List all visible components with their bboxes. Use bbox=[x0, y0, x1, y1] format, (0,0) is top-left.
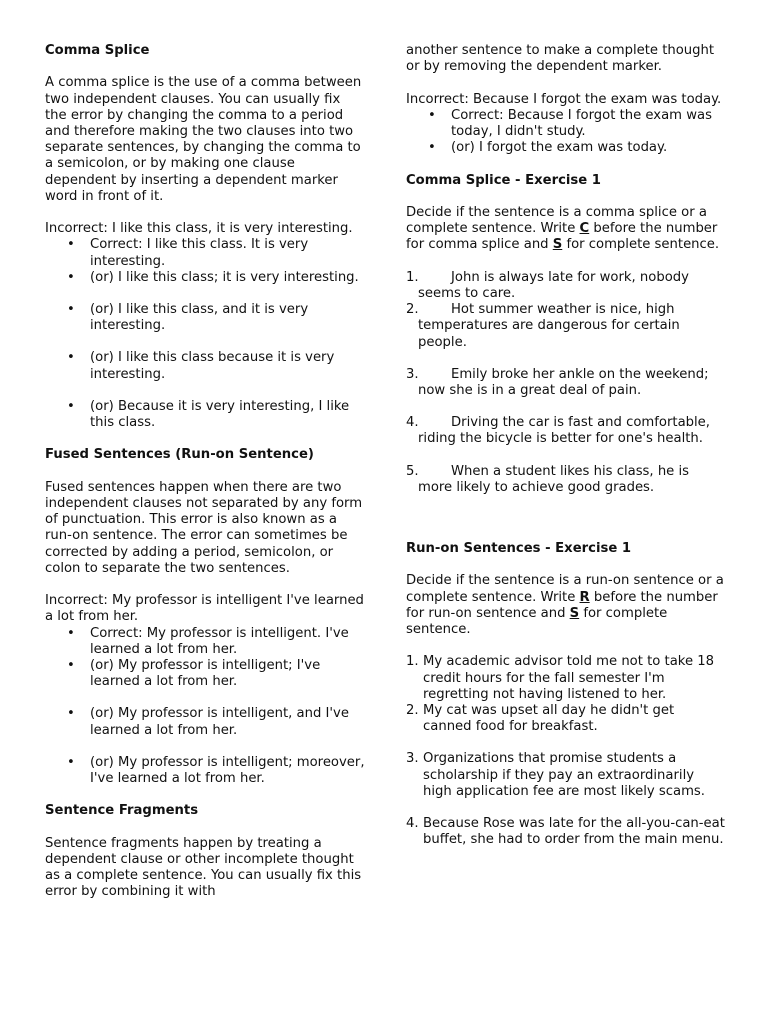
list-item: • (or) My professor is intelligent, and I've learned a lot from her. bbox=[45, 706, 365, 738]
comma-splice-exercise-list bbox=[406, 270, 726, 496]
fused-sentences-heading: Fused Sentences (Run-on Sentence) bbox=[45, 447, 314, 463]
letter-s: S bbox=[569, 605, 580, 621]
run-on-exercise-list bbox=[406, 654, 726, 848]
item-text: When a student likes his class, he is more likely to achieve good grades. bbox=[418, 463, 690, 495]
item-number: 4. bbox=[406, 415, 419, 431]
fragments-incorrect: Incorrect: Because I forgot the exam was today. bbox=[406, 91, 722, 107]
instruction-text: before the number for comma splice and bbox=[406, 221, 718, 253]
instruction-text: Decide if the sentence is a run-on sentence or a complete sentence. Write bbox=[406, 573, 724, 605]
instruction-text: before the number for run-on sentence and bbox=[406, 589, 718, 621]
list-item: • (or) My professor is intelligent; moreover, I've learned a lot from her. bbox=[45, 755, 365, 787]
run-on-exercise-heading: Run-on Sentences - Exercise 1 bbox=[406, 541, 632, 557]
list-item bbox=[406, 816, 726, 848]
item-text: Organizations that promise students a scholarship if they pay an extraordinarily high application fee are most likely scams. bbox=[423, 751, 705, 799]
list-item: • (or) My professor is intelligent; I've learned a lot from her. bbox=[45, 658, 365, 690]
list-item bbox=[406, 464, 726, 496]
item-text: Emily broke her ankle on the weekend; now she is in a great deal of pain. bbox=[418, 366, 709, 398]
instruction-text: for complete sentence. bbox=[562, 237, 720, 253]
item-text: Driving the car is fast and comfortable, riding the bicycle is better for one's health. bbox=[418, 415, 710, 447]
sentence-fragments-intro: Sentence fragments happen by treating a dependent clause or other incomplete thought as a complete sentence. You can usually fix this error by combining it with bbox=[45, 835, 362, 900]
comma-splice-corrections bbox=[45, 237, 365, 431]
list-item: • Correct: I like this class. It is very interesting. bbox=[45, 237, 365, 269]
list-item: • (or) Because it is very interesting, I like this class. bbox=[45, 399, 365, 431]
item-text: John is always late for work, nobody seems to care. bbox=[418, 269, 689, 301]
run-on-exercise-instructions bbox=[406, 573, 726, 638]
instruction-text: Decide if the sentence is a comma splice or a complete sentence. Write bbox=[406, 204, 707, 237]
item-number: 1. bbox=[406, 269, 419, 285]
comma-splice-incorrect: Incorrect: I like this class, it is very interesting. bbox=[45, 221, 353, 237]
list-item bbox=[406, 367, 726, 399]
fused-sentences-corrections bbox=[45, 626, 365, 788]
comma-splice-intro: A comma splice is the use of a comma between two independent clauses. You can usually fix the error by changing the comma to a period and therefore making the two clauses into two separate sentences, by changing the comma to a semicolon, or by making one clause dependent by inserting a dependent marker word in front of it. bbox=[45, 75, 362, 204]
comma-splice-exercise-instructions bbox=[406, 205, 726, 254]
item-text: Hot summer weather is nice, high temperatures are dangerous for certain people. bbox=[418, 302, 680, 350]
left-column bbox=[45, 43, 365, 901]
item-number: 4. bbox=[406, 816, 419, 832]
list-item bbox=[406, 703, 726, 735]
item-text: Because Rose was late for the all-you-can-eat buffet, she had to order from the main menu. bbox=[423, 816, 725, 848]
list-item: • (or) I like this class because it is very interesting. bbox=[45, 350, 365, 382]
item-number: 2. bbox=[406, 302, 419, 318]
letter-s: S bbox=[552, 237, 563, 253]
list-item: • (or) I like this class; it is very interesting. bbox=[45, 270, 365, 286]
item-number: 2. bbox=[406, 703, 419, 719]
list-item bbox=[406, 751, 726, 800]
item-number: 3. bbox=[406, 366, 419, 382]
letter-r: R bbox=[579, 589, 590, 605]
item-text: My academic advisor told me not to take 18 credit hours for the fall semester I'm regretting not having listened to her. bbox=[423, 654, 715, 702]
letter-c: C bbox=[579, 221, 590, 237]
fused-sentences-intro: Fused sentences happen when there are two independent clauses not separated by any form of punctuation. This error is also known as a run-on sentence. The error can sometimes be corrected by adding a period, semicolon, or colon to separate the two sentences. bbox=[45, 479, 363, 576]
list-item: • (or) I forgot the exam was today. bbox=[406, 140, 726, 156]
item-number: 1. bbox=[406, 654, 419, 670]
comma-splice-heading: Comma Splice bbox=[45, 43, 150, 58]
fragments-continuation: another sentence to make a complete thought or by removing the dependent marker. bbox=[406, 43, 715, 75]
right-column bbox=[406, 43, 726, 848]
item-number: 5. bbox=[406, 463, 419, 479]
list-item: • Correct: My professor is intelligent. I've learned a lot from her. bbox=[45, 626, 365, 658]
item-number: 3. bbox=[406, 751, 419, 767]
list-item bbox=[406, 654, 726, 703]
sentence-fragments-heading: Sentence Fragments bbox=[45, 803, 199, 819]
list-item bbox=[406, 415, 726, 447]
fused-sentences-incorrect: Incorrect: My professor is intelligent I've learned a lot from her. bbox=[45, 593, 364, 625]
list-item bbox=[406, 270, 726, 302]
list-item bbox=[406, 302, 726, 351]
item-text: My cat was upset all day he didn't get canned food for breakfast. bbox=[423, 703, 675, 735]
comma-splice-exercise-heading: Comma Splice - Exercise 1 bbox=[406, 172, 601, 188]
list-item: • Correct: Because I forgot the exam was today, I didn't study. bbox=[406, 108, 726, 140]
instruction-text: for complete sentence. bbox=[406, 605, 668, 638]
fragments-corrections bbox=[406, 108, 726, 157]
list-item: • (or) I like this class, and it is very interesting. bbox=[45, 302, 365, 334]
